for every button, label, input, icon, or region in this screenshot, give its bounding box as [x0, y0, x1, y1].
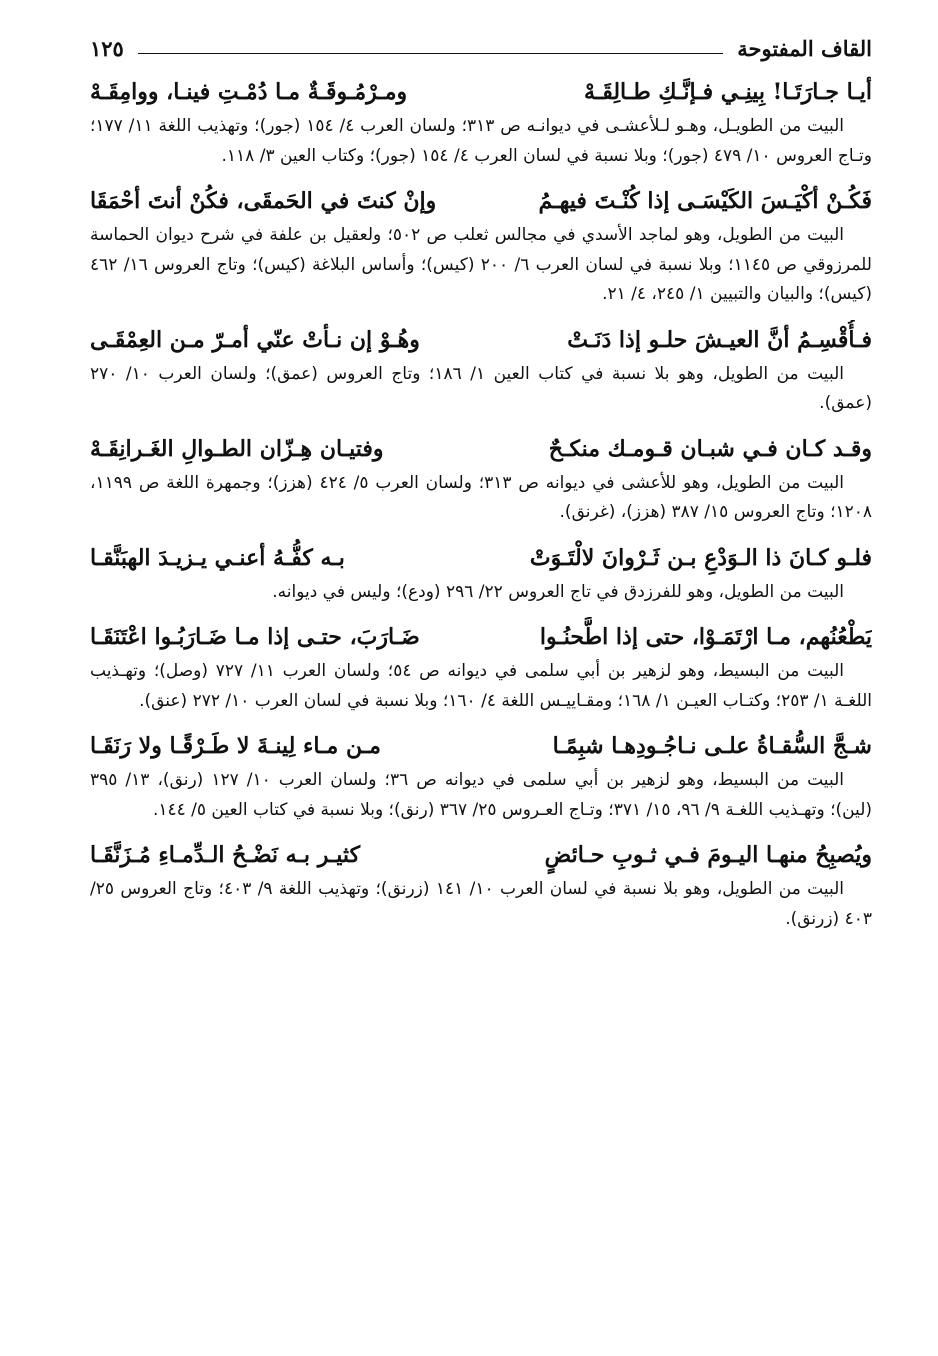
verse-second-hemistich: بـه كفُّـهُ أعنـي يـزيـدَ الهبَنَّقـا — [90, 544, 345, 571]
verse-second-hemistich: ومـرْمُـوقَـةٌ مـا دُمْـتِ فينـا، ووامِقَـهْ — [90, 79, 408, 105]
verse-first-hemistich: ويُصبِحُ منهـا اليـومَ فـي ثـوبِ حـائضٍ — [544, 842, 872, 868]
verse-source-note: البيت من الطويـل، وهـو لـلأعشـى في ديوانـه ص ٣١٣؛ ولسان العرب ٤/ ١٥٤ (جور)؛ وتهذيب اللغة ١١/ ١٧٧؛ وتـاج العروس ١٠/ ٤٧٩ (جور)؛ وبلا نسبة في لسان العرب ٤/ ١٥٤ (جور)؛ وكتاب العين ٣/ ١١٨. — [90, 116, 872, 166]
verse-entry — [90, 181, 872, 310]
verse-source-note: البيت من الطويل، وهو لماجد الأسدي في مجالس ثعلب ص ٥٠٢؛ ولعقيل بن علفة في شرح ديوان الحماسة للمرزوقي ص ١١٤٥؛ وبلا نسبة في لسان العرب ٦/ ٢٠٠ (كيس)؛ وأساس البلاغة (كيس)؛ وتاج العروس ١٦/ ٤٦٢ (كيس)؛ والبيان والتبيين ١/ ٢٤٥، ٤/ ٢١. — [90, 225, 872, 304]
verse-entry — [90, 538, 872, 608]
verse-line — [90, 320, 872, 360]
verse-line — [90, 726, 872, 766]
verse-line — [90, 429, 872, 469]
verse-first-hemistich: يَطْعُنُهم، مـا ارْتَمَـوْا، حتى إذا اطَّحنُـوا — [539, 624, 872, 650]
chapter-title: القاف المفتوحة — [737, 36, 872, 61]
running-head — [90, 28, 872, 62]
verse-second-hemistich: وهُـوْ إن نـأتْ عنّي أمـرّ مـن العِمْقَـى — [90, 326, 420, 353]
book-page — [90, 28, 872, 1336]
verse-second-hemistich: وفتيـان هِـزّان الطـوالِ الغَـرانِقَـهْ — [90, 435, 384, 462]
verse-line — [90, 538, 872, 578]
verse-source-note: البيت من البسيط، وهو لزهير بن أبي سلمى في ديوانه ص ٣٦؛ ولسان العرب ١٠/ ١٢٧ (رنق)، ١٣/ ٣٩٥ (لين)؛ وتهـذيب اللغـة ٩/ ٩٦، ١٥/ ٣٧١؛ وتـاج العـروس ٢٥/ ٣٦٧ (رنق)؛ وبلا نسبة في كتاب العين ٥/ ١٤٤. — [90, 770, 872, 820]
header-rule — [138, 53, 723, 54]
verse-line — [90, 181, 872, 221]
verse-first-hemistich: وقـد كـان فـي شبـان قـومـك منكـحٌ — [548, 435, 872, 462]
verse-source-note: البيت من الطويل، وهو بلا نسبة في لسان العرب ١٠/ ١٤١ (زرنق)؛ وتهذيب اللغة ٩/ ٤٠٣؛ وتاج العروس ٢٥/ ٤٠٣ (زرنق). — [90, 879, 872, 929]
verse-first-hemistich: فَكُـنْ أكْيَـسَ الكَيْسَـى إذا كُنْـتَ فيهـمُ — [538, 188, 872, 214]
verse-first-hemistich: فلـو كـانَ ذا الـوَدْعِ بـن ثَـرْوانَ لالْتَـوَتْ — [529, 544, 872, 571]
verse-line — [90, 72, 872, 112]
verse-source-note: البيت من الطويل، وهو بلا نسبة في كتاب العين ١/ ١٨٦؛ وتاج العروس (عمق)؛ ولسان العرب ١٠/ ٢٧٠ (عمق). — [90, 363, 872, 413]
verse-second-hemistich: كثيـر بـه نَضْـحُ الـدِّمـاءِ مُـزَنَّقَـا — [90, 842, 361, 868]
verse-entry — [90, 835, 872, 934]
verse-source-note: البيت من البسيط، وهو لزهير بن أبي سلمى في ديوانه ص ٥٤؛ ولسان العرب ١١/ ٧٢٧ (وصل)؛ وتهـذيب اللغـة ١/ ٢٥٣؛ وكتـاب العيـن ١/ ١٦٨؛ ومقـاييـس اللغة ٤/ ١٦٠؛ وبلا نسبة في لسان العرب ١٠/ ٢٧٢ (عنق). — [90, 661, 872, 711]
verse-entry — [90, 429, 872, 528]
verse-line — [90, 617, 872, 657]
verse-second-hemistich: مـن مـاء لِينـةَ لا طَـرْقًـا ولا رَنَقَـا — [90, 733, 381, 759]
verse-entry — [90, 72, 872, 171]
verse-second-hemistich: وإنْ كنتَ في الحَمقَى، فكُنْ أنتَ أحْمَقَا — [90, 188, 437, 214]
verse-source-note: البيت من الطويل، وهو للأعشى في ديوانه ص ٣١٣؛ ولسان العرب ٥/ ٤٢٤ (هزز)؛ وجمهرة اللغة ص ١١٩٩، ١٢٠٨؛ وتاج العروس ١٥/ ٣٨٧ (هزز)، (غرنق). — [90, 472, 872, 522]
verse-source-note: البيت من الطويل، وهو للفرزدق في تاج العروس ٢٢/ ٢٩٦ (ودع)؛ وليس في ديوانه. — [272, 581, 844, 602]
verse-first-hemistich: شـجَّ السُّقـاةُ علـى نـاجُـودِهـا شبِمًـا — [552, 733, 872, 759]
verse-entry — [90, 320, 872, 419]
page-number: ١٢٥ — [90, 36, 124, 61]
verse-line — [90, 835, 872, 875]
verse-second-hemistich: ضَـارَبَ، حتـى إذا مـا ضَـارَبُـوا اعْتَنَقَـا — [90, 624, 420, 650]
verse-first-hemistich: فـأُقْسِـمُ أنَّ العيـشَ حلـو إذا دَنَـتْ — [567, 326, 872, 353]
verse-first-hemistich: أيـا جـارَتَـا! بِينِـي فـإنَّـكِ طـالِقَـهْ — [583, 79, 872, 105]
verse-entry — [90, 617, 872, 716]
verse-entry — [90, 726, 872, 825]
